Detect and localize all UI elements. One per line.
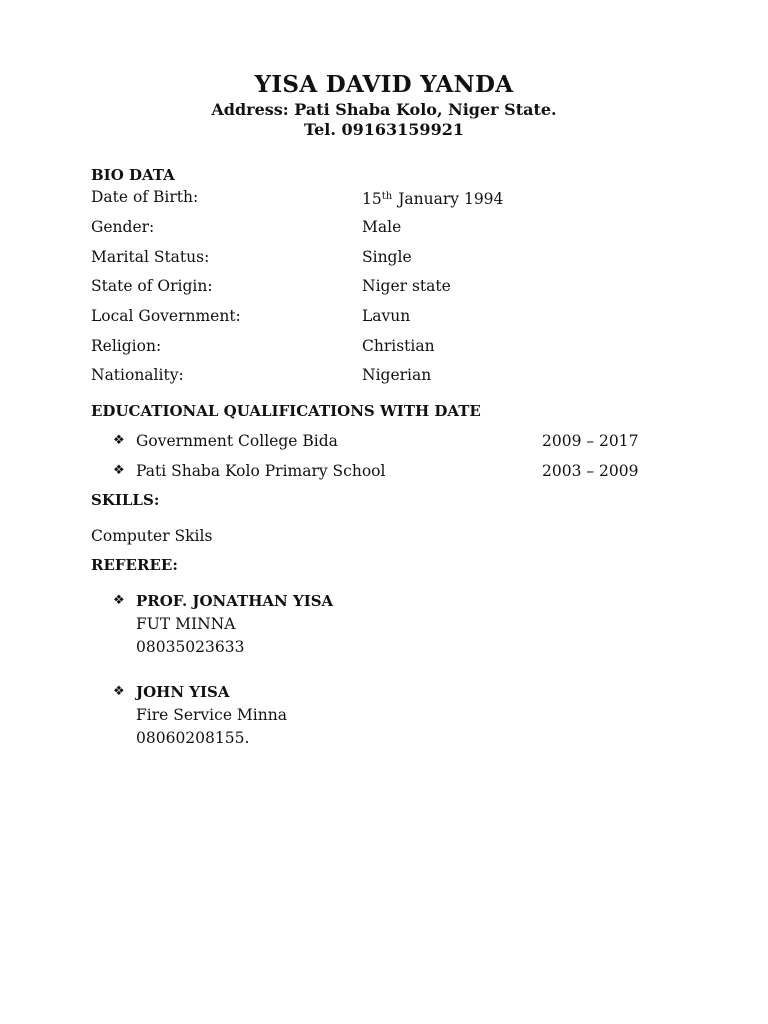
candidate-address: Address: Pati Shaba Kolo, Niger State. xyxy=(211,100,557,119)
diamond-bullet-icon: ❖ xyxy=(113,433,125,448)
referee-organization: Fire Service Minna xyxy=(136,706,287,724)
bio-value: Niger state xyxy=(362,277,451,295)
referee-heading: REFEREE: xyxy=(91,556,178,574)
skills-heading: SKILLS: xyxy=(91,491,160,509)
bio-label: Local Government: xyxy=(91,307,241,325)
bio-value: Nigerian xyxy=(362,366,432,384)
diamond-bullet-icon: ❖ xyxy=(113,593,125,608)
resume-header xyxy=(0,70,768,140)
bio-label: Gender: xyxy=(91,218,155,236)
bio-row-marital-status xyxy=(91,246,691,268)
education-school: Pati Shaba Kolo Primary School xyxy=(136,462,386,480)
bio-row-local-government xyxy=(91,305,691,327)
referee-name: JOHN YISA xyxy=(136,683,230,701)
bio-label: Marital Status: xyxy=(91,248,210,266)
candidate-name: YISA DAVID YANDA xyxy=(254,71,514,98)
bio-label: Date of Birth: xyxy=(91,188,199,206)
bio-row-dob xyxy=(91,186,691,208)
candidate-phone: Tel. 09163159921 xyxy=(304,120,464,139)
bio-value: Lavun xyxy=(362,307,411,325)
bio-value: Single xyxy=(362,248,412,266)
bio-value: Male xyxy=(362,218,402,236)
bio-row-gender xyxy=(91,216,691,238)
referee-name: PROF. JONATHAN YISA xyxy=(136,592,334,610)
referee-phone: 08060208155. xyxy=(136,729,250,747)
diamond-bullet-icon: ❖ xyxy=(113,463,125,478)
referee-organization: FUT MINNA xyxy=(136,615,236,633)
bio-row-religion xyxy=(91,335,691,357)
education-years: 2003 – 2009 xyxy=(542,462,639,480)
bio-value xyxy=(362,186,503,210)
bio-label: Religion: xyxy=(91,337,162,355)
diamond-bullet-icon: ❖ xyxy=(113,684,125,699)
bio-row-nationality xyxy=(91,364,691,386)
bio-data-heading: BIO DATA xyxy=(91,166,175,184)
dob-rest: January 1994 xyxy=(398,190,504,208)
education-years: 2009 – 2017 xyxy=(542,432,639,450)
education-item xyxy=(113,430,673,452)
skills-text: Computer Skils xyxy=(91,527,213,545)
referee-phone: 08035023633 xyxy=(136,638,245,656)
bio-label: State of Origin: xyxy=(91,277,213,295)
education-heading: EDUCATIONAL QUALIFICATIONS WITH DATE xyxy=(91,402,481,420)
education-school: Government College Bida xyxy=(136,432,338,450)
bio-label: Nationality: xyxy=(91,366,184,384)
bio-value: Christian xyxy=(362,337,435,355)
education-item xyxy=(113,460,673,482)
dob-suffix: th xyxy=(381,191,393,202)
dob-day: 15 xyxy=(362,190,382,208)
bio-row-state-of-origin xyxy=(91,275,691,297)
